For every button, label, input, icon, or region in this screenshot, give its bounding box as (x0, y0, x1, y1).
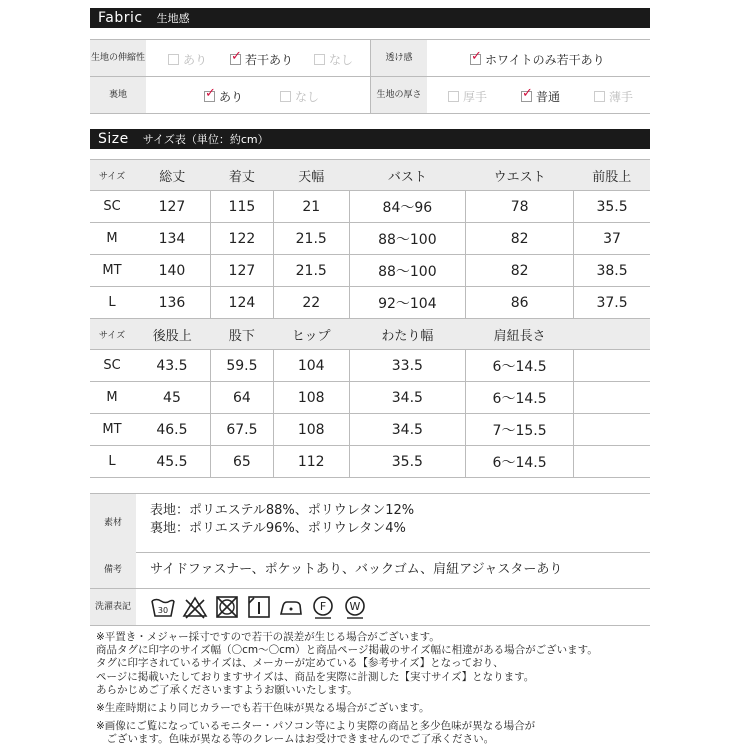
table-cell: 78 (466, 191, 574, 223)
stretch-option-no: なし (314, 51, 353, 68)
note-line: ※生産時期により同じカラーでも若干色味が異なる場合がございます。 (96, 702, 430, 715)
size-name: L (90, 287, 134, 319)
table-row (90, 191, 650, 223)
table-row (90, 350, 650, 382)
care-row (90, 589, 650, 626)
material-label: 素材 (90, 494, 136, 552)
table-cell: 92～104 (349, 287, 466, 319)
stretch-option-yes: あり (168, 51, 207, 68)
table-cell: 37 (574, 223, 650, 255)
fabric-subtitle: 生地感 (156, 12, 190, 25)
table-row (90, 223, 650, 255)
table-cell: 124 (210, 287, 273, 319)
line-dry-icon (246, 594, 272, 620)
size-table-header-1 (90, 160, 650, 191)
table-cell: 21.5 (273, 223, 349, 255)
table-cell: 7～15.5 (466, 414, 574, 446)
size-name: SC (90, 191, 134, 223)
table-cell: 140 (134, 255, 210, 287)
size-section-header (90, 129, 650, 149)
checkbox-icon (168, 54, 179, 65)
table-cell: 46.5 (134, 414, 210, 446)
table-cell (574, 446, 650, 478)
size-table (90, 159, 650, 478)
header-front-rise: 前股上 (574, 160, 650, 191)
note-line: ございます。色味が異なる等のクレームはお受けできませんのでご了承ください。 (96, 733, 495, 746)
stretch-label: 生地の伸縮性 (90, 40, 146, 76)
header-inseam: 股下 (210, 319, 273, 350)
checkbox-icon (594, 91, 605, 102)
table-cell: 35.5 (349, 446, 466, 478)
table-cell: 38.5 (574, 255, 650, 287)
table-row (90, 287, 650, 319)
table-cell: 6～14.5 (466, 446, 574, 478)
table-cell: 82 (466, 223, 574, 255)
checkbox-icon (314, 54, 325, 65)
svg-text:30: 30 (157, 606, 169, 615)
table-cell: 86 (466, 287, 574, 319)
checked-checkbox-icon (204, 91, 215, 102)
material-text (150, 502, 414, 538)
fabric-row-1 (90, 39, 650, 77)
table-cell: 45.5 (134, 446, 210, 478)
note-line: ※画像にご覧になっているモニター・パソコン等により実際の商品と多少色味が異なる場合が (96, 720, 536, 733)
notes-section (96, 631, 656, 747)
table-row (90, 414, 650, 446)
care-label: 洗濯表記 (90, 589, 136, 625)
table-cell: 104 (273, 350, 349, 382)
table-row (90, 255, 650, 287)
table-cell: 88～100 (349, 223, 466, 255)
size-name: L (90, 446, 134, 478)
material-outer: 表地：ポリエステル88%、ポリウレタン12% (150, 503, 415, 518)
remarks-label: 備考 (90, 552, 136, 588)
remarks-text: サイドファスナー、ポケットあり、バックゴム、肩紐アジャスターあり (150, 562, 563, 577)
table-cell: 64 (210, 382, 273, 414)
size-name: SC (90, 350, 134, 382)
header-total-length: 総丈 (134, 160, 210, 191)
sheer-option: ✓ ホワイトのみ若干あり (470, 51, 605, 68)
table-cell (574, 414, 650, 446)
header-body-length: 着丈 (210, 160, 273, 191)
table-cell (574, 382, 650, 414)
note-line: ページに掲載いたしておりますサイズは、商品を実際に計測した【実寸サイズ】となります。 (96, 670, 535, 683)
material-row (90, 493, 650, 553)
table-cell: 67.5 (210, 414, 273, 446)
note-line: 商品タグに印字のサイズ幅（〇cm～〇cm）と商品ページ掲載のサイズ幅に相違がある場合がございます。 (96, 644, 598, 657)
thickness-option-thick: 厚手 (448, 88, 487, 105)
header-strap-length: 肩紐長さ (466, 319, 574, 350)
note-line: タグに印字されているサイズは、メーカーが定めている【参考サイズ】となっており、 (96, 657, 504, 670)
checkbox-icon (280, 91, 291, 102)
checked-checkbox-icon (470, 54, 481, 65)
table-cell: 21 (273, 191, 349, 223)
thickness-label: 生地の厚さ (371, 77, 427, 113)
table-cell: 6～14.5 (466, 382, 574, 414)
header-empty (574, 319, 650, 350)
checked-checkbox-icon (521, 91, 532, 102)
size-subtitle: サイズ表（単位：約cm） (142, 133, 269, 146)
no-bleach-icon (182, 594, 208, 620)
size-name: MT (90, 414, 134, 446)
table-cell: 33.5 (349, 350, 466, 382)
table-cell: 21.5 (273, 255, 349, 287)
note-line: あらかじめご了承くださいますようお願いいたします。 (96, 683, 358, 696)
dry-clean-f-icon (310, 594, 336, 620)
sheer-label: 透け感 (371, 40, 427, 76)
svg-text:W: W (349, 600, 361, 613)
remarks-row (90, 552, 650, 589)
fabric-row-2 (90, 77, 650, 114)
thickness-option-normal: ✓ 普通 (521, 88, 560, 105)
table-cell: 127 (134, 191, 210, 223)
wash-30-icon (150, 594, 176, 620)
fabric-title: Fabric (98, 10, 143, 26)
table-cell: 37.5 (574, 287, 650, 319)
wet-clean-w-icon (342, 594, 368, 620)
lining-option-no: なし (280, 88, 319, 105)
table-cell: 65 (210, 446, 273, 478)
header-back-rise: 後股上 (134, 319, 210, 350)
checked-checkbox-icon (230, 54, 241, 65)
thickness-option-thin: 薄手 (594, 88, 633, 105)
svg-text:F: F (319, 600, 327, 613)
size-name: M (90, 223, 134, 255)
table-cell: 82 (466, 255, 574, 287)
size-table-header-2 (90, 319, 650, 350)
table-cell: 35.5 (574, 191, 650, 223)
table-row (90, 382, 650, 414)
table-row (90, 446, 650, 478)
table-cell: 88～100 (349, 255, 466, 287)
size-column-label: サイズ (90, 160, 134, 191)
lining-option-yes: ✓ あり (204, 88, 243, 105)
size-column-label: サイズ (90, 319, 134, 350)
lining-label: 裏地 (90, 77, 146, 113)
table-cell: 34.5 (349, 414, 466, 446)
table-cell: 6～14.5 (466, 350, 574, 382)
table-cell: 134 (134, 223, 210, 255)
size-name: M (90, 382, 134, 414)
table-cell: 45 (134, 382, 210, 414)
header-hip: ヒップ (273, 319, 349, 350)
care-icons (150, 594, 368, 620)
table-cell: 108 (273, 414, 349, 446)
no-tumble-dry-icon (214, 594, 240, 620)
table-cell: 59.5 (210, 350, 273, 382)
stretch-option-slight: ✓ 若干あり (230, 51, 293, 68)
iron-low-icon (278, 594, 304, 620)
size-title: Size (98, 131, 129, 147)
table-cell: 127 (210, 255, 273, 287)
table-cell: 115 (210, 191, 273, 223)
header-thigh-width: わたり幅 (349, 319, 466, 350)
table-cell (574, 350, 650, 382)
table-cell: 84～96 (349, 191, 466, 223)
note-line: ※平置き・メジャー採寸ですので若干の誤差が生じる場合がございます。 (96, 631, 440, 643)
table-cell: 34.5 (349, 382, 466, 414)
header-waist: ウエスト (466, 160, 574, 191)
table-cell: 22 (273, 287, 349, 319)
material-lining: 裏地：ポリエステル96%、ポリウレタン4% (150, 521, 406, 536)
table-cell: 108 (273, 382, 349, 414)
size-name: MT (90, 255, 134, 287)
table-cell: 112 (273, 446, 349, 478)
table-cell: 122 (210, 223, 273, 255)
table-cell: 136 (134, 287, 210, 319)
header-bust: バスト (349, 160, 466, 191)
header-top-width: 天幅 (273, 160, 349, 191)
checkbox-icon (448, 91, 459, 102)
table-cell: 43.5 (134, 350, 210, 382)
fabric-section-header (90, 8, 650, 28)
